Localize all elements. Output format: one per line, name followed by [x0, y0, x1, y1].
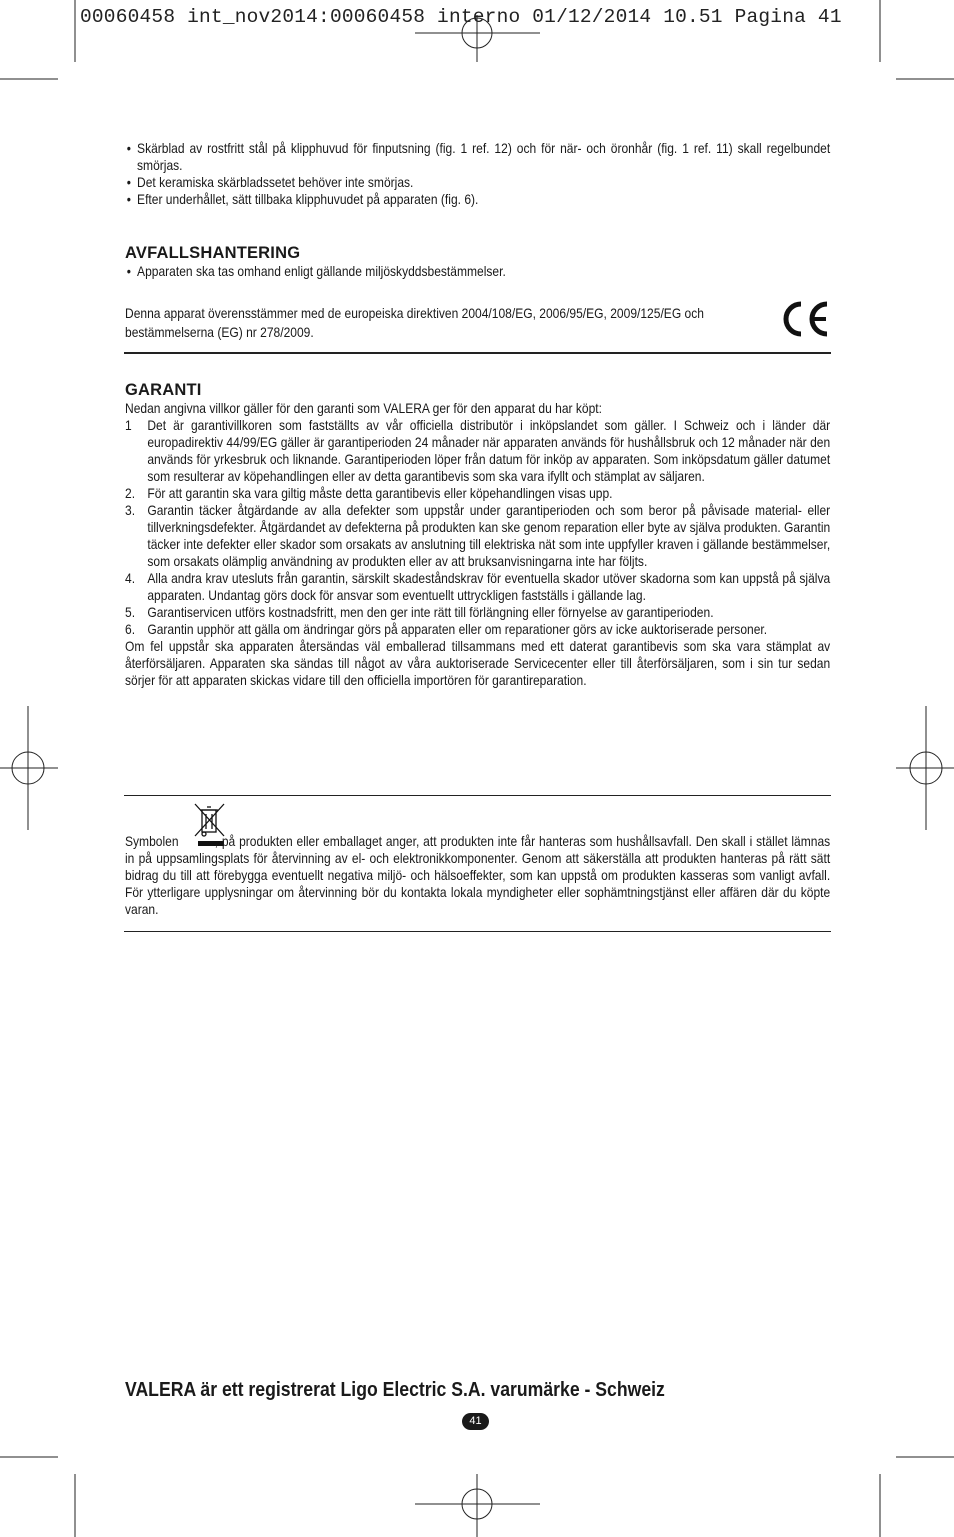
warranty-item: [125, 417, 830, 485]
waste-heading: AVFALLSHANTERING: [125, 244, 301, 262]
page-number: 41: [462, 1413, 489, 1430]
warranty-intro: Nedan angivna villkor gäller för den garanti som VALERA ger för den apparat du har köpt:: [125, 400, 602, 416]
maintenance-section: [125, 140, 830, 208]
weee-prefix: Symbolen: [125, 833, 179, 849]
warranty-item: [125, 485, 830, 502]
warranty-heading: GARANTI: [125, 381, 202, 399]
warranty-item: [125, 621, 830, 638]
warranty-item: [125, 502, 830, 570]
warranty-item-number: 2.: [125, 485, 136, 501]
conformity-text: Denna apparat överensstämmer med de europeiska direktiven 2004/108/EG, 2006/95/EG, 2009/125/EG och bestämmelserna (EG) nr 278/2009.: [125, 305, 704, 340]
waste-section: [125, 244, 830, 280]
weee-section: [125, 833, 830, 918]
ce-mark-icon: [778, 300, 832, 338]
warranty-section: [125, 381, 830, 689]
waste-bullet: • Apparaten ska tas omhand enligt gällande miljöskyddsbestämmelser.: [125, 263, 830, 280]
registration-mark-right: [896, 706, 954, 830]
maintenance-bullet-3: • Efter underhållet, sätt tillbaka klipphuvudet på apparaten (fig. 6).: [125, 191, 830, 208]
warranty-outro: Om fel uppstår ska apparaten återsändas väl emballerad tillsammans med ett daterat garantibevis som ska vara stämplat av återförsäljaren. Apparaten ska sändas till något av våra auktoriserade Servicecenter eller till återförsäljaren, som i sin tur sedan sörjer för att apparaten skickas vidare till den officiella importören för garantireparation.: [125, 638, 831, 688]
trademark-footer: VALERA är ett registrerat Ligo Electric S.A. varumärke - Schweiz: [125, 1378, 665, 1401]
printer-slug: 00060458 int_nov2014:00060458 interno 01/12/2014 10.51 Pagina 41: [80, 6, 842, 28]
weee-top-rule: [124, 795, 831, 796]
weee-bottom-rule: [124, 931, 831, 932]
warranty-item-number: 3.: [125, 502, 136, 518]
warranty-item-number: 5.: [125, 604, 136, 620]
warranty-item-text: Alla andra krav utesluts från garantin, särskilt skadeståndskrav för eventuella skador utöver skadorna som kan uppstå på själva apparaten. Undantag görs dock för ansvar som eventuellt uttryckligen fastställs i gällande lag.: [147, 570, 831, 603]
maintenance-bullet-2: • Det keramiska skärbladssetet behöver inte smörjas.: [125, 174, 830, 191]
warranty-item-text: Garantiservicen utförs kostnadsfritt, men den ger inte rätt till förlängning eller förnyelse av garantiperioden.: [147, 604, 714, 620]
registration-mark-top: [415, 15, 540, 62]
warranty-item-text: För att garantin ska vara giltig måste detta garantibevis eller köpehandlingen visas upp.: [147, 485, 613, 501]
warranty-item-number: 6.: [125, 621, 136, 637]
warranty-item: [125, 604, 830, 621]
maintenance-bullet-1: • Skärblad av rostfritt stål på klipphuvud för finputsning (fig. 1 ref. 12) och för när- och öronhår (fig. 1 ref. 11) skall regelbundet smörjas.: [125, 140, 830, 174]
warranty-item-number: 4.: [125, 570, 136, 586]
warranty-item-text: Det är garantivillkoren som fastställts av vår officiella distributör i inköpslandet som gäller. I Schweiz och i länder där europadirektiv 44/99/EG gäller är garantiperioden 24 månader när apparaten används för hushållsbruk och 12 månader när den används för yrkesbruk och liknande. Garantiperioden löper från datum för inköp av apparaten. Som inköpsdatum gäller datumet som resulterar av köpehandlingen eller av detta garantibevis som ska vara ifyllt och stämplat av säljaren.: [147, 417, 831, 484]
registration-mark-left: [0, 706, 58, 830]
warranty-item: [125, 570, 830, 604]
section-divider: [124, 352, 831, 354]
warranty-item-number: 1: [125, 417, 132, 433]
warranty-item-text: Garantin upphör att gälla om ändringar görs på apparaten eller om reparationer görs av icke auktoriserade personer.: [147, 621, 768, 637]
warranty-item-text: Garantin täcker åtgärdande av alla defekter som uppstår under garantiperioden och som beror på påvisade material- eller tillverkningsdefekter. Åtgärdandet av defekterna på produkten kan ske genom reparation eller byte av själva produkten. Garantin täcker inte defekter eller skador som orsakats av anslutning till elektriska nät som inte uppfyller kraven i gällande bestämmelser, som orsakats olämplig användning av produkten eller av att bruksanvisningarna inte har följts.: [147, 502, 831, 569]
conformity-section: [125, 304, 725, 342]
weee-text: , på produkten eller emballaget anger, att produkten inte får hanteras som hushållsavfall. Den skall i stället lämnas in på uppsamlingsplats för återvinning av el- och elektronikkomponenter. Genom att säkerställa att produkten hanteras på rätt sätt bidrag du till att förebygga eventuellt negativa miljö- och hälsoeffekter, som kan uppstå om produkten kasseras som vanligt avfall. För ytterligare upplysningar om återvinning bör du kontakta lokala myndigheter eller sophämtningstjänst eller affären där du köpte varan.: [125, 833, 831, 917]
registration-mark-bottom: [415, 1474, 540, 1537]
